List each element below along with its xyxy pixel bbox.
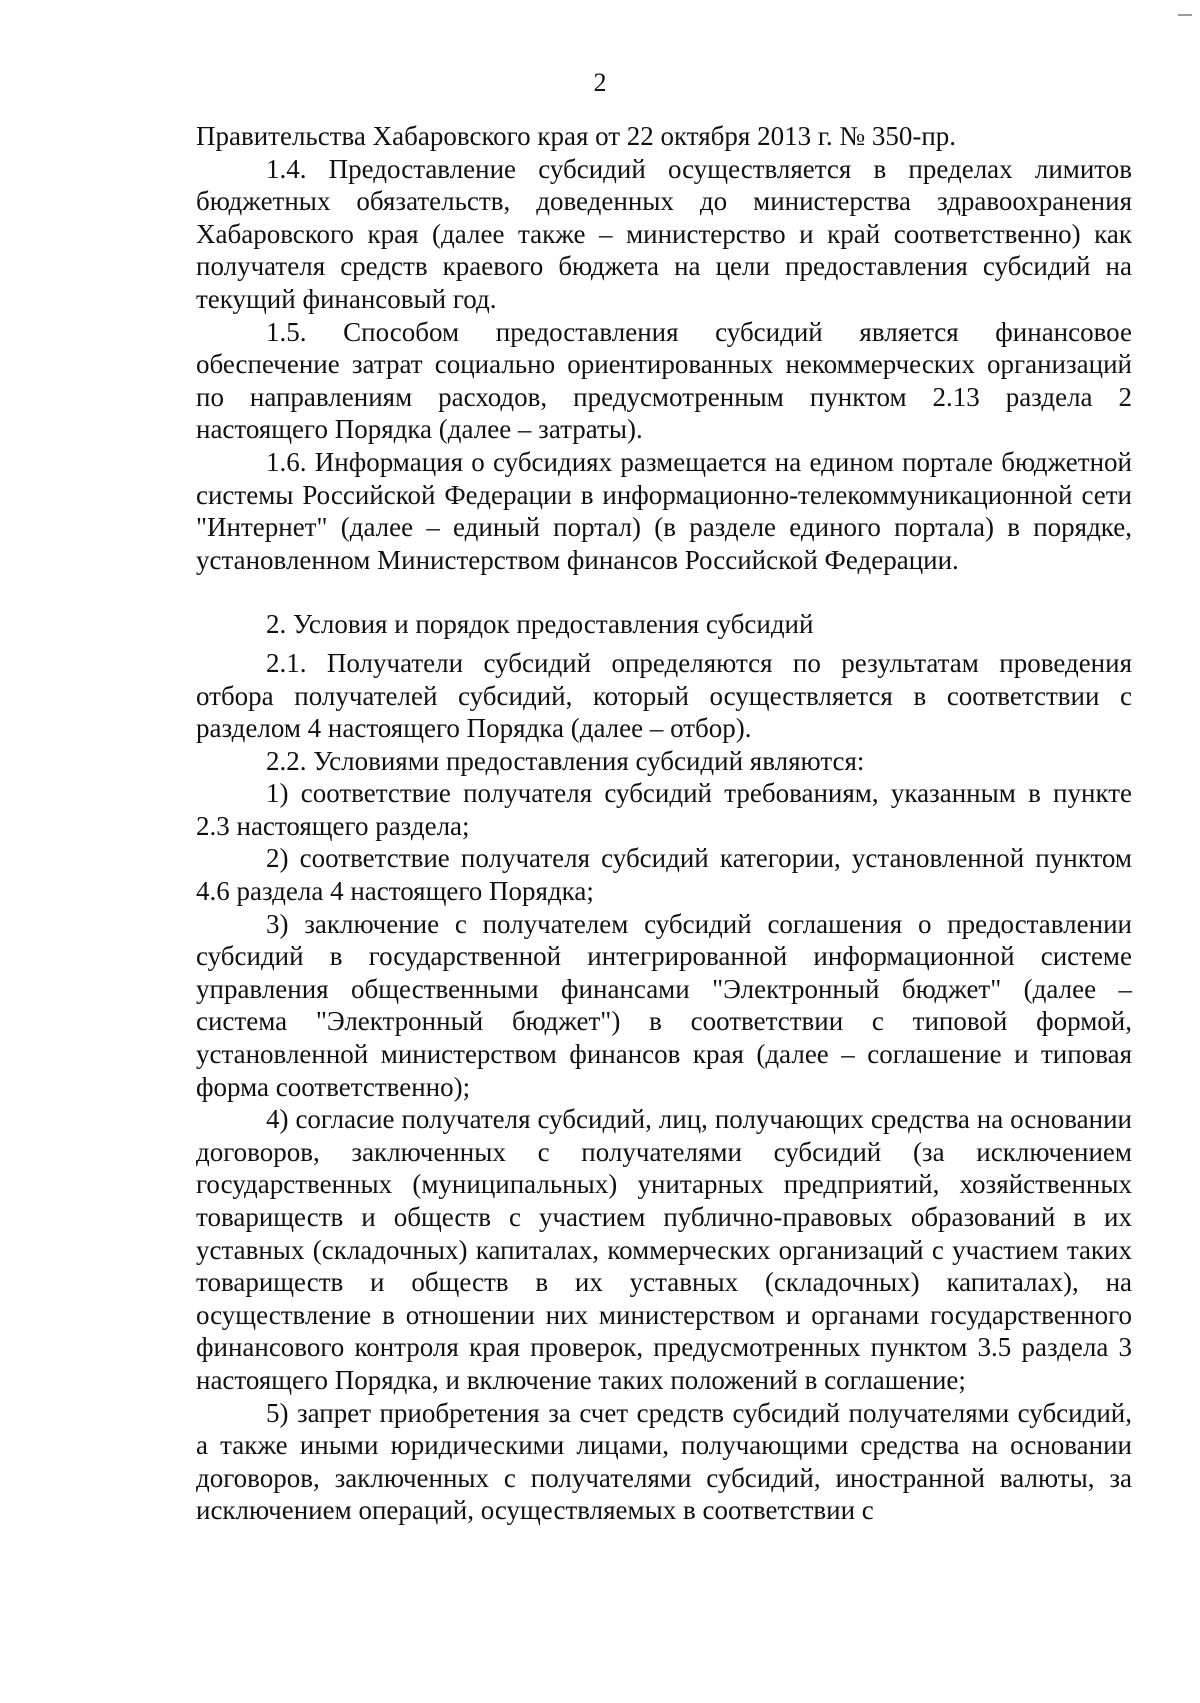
- paragraph-1-5: 1.5. Способом предоставления субсидий является финансовое обеспечение затрат социально ориентированных некоммерческих организаций по направлениям расходов, предусмотренным пунктом 2.13 раздела 2 настоящего Порядка (далее – затраты).: [196, 316, 1132, 445]
- list-item-condition-1: 1) соответствие получателя субсидий требованиям, указанным в пункте 2.3 настоящего раздела;: [196, 778, 1132, 841]
- section-2-body: [196, 647, 1132, 1527]
- section-2-heading: 2. Условия и порядок предоставления субсидий: [266, 609, 814, 640]
- list-item-condition-5: 5) запрет приобретения за счет средств субсидий получателями субсидий, а также иными юридическими лицами, получающими средства на основании договоров, заключенных с получателями субсидий, иностранной валюты, за исключением операций, осуществляемых в соответствии с: [196, 1397, 1132, 1526]
- list-item-condition-4: 4) согласие получателя субсидий, лиц, получающих средства на основании договоров, заключенных с получателями субсидий (за исключением государственных (муниципальных) унитарных предприятий, хозяйственных товариществ и обществ с участием публично-правовых образований в их уставных (складочных) капиталах, коммерческих организаций с участием таких товариществ и обществ в их уставных (складочных) капиталах), на осуществление в отношении них министерством и органами государственного финансового контроля края проверок, предусмотренных пунктом 3.5 раздела 3 настоящего Порядка, и включение таких положений в соглашение;: [196, 1104, 1132, 1395]
- list-item-condition-2: 2) соответствие получателя субсидий категории, установленной пунктом 4.6 раздела 4 настоящего Порядка;: [196, 843, 1132, 907]
- paragraph-1-4: 1.4. Предоставление субсидий осуществляется в пределах лимитов бюджетных обязательств, доведенных до министерства здравоохранения Хабаровского края (далее также – министерство и край соответственно) как получателя средств краевого бюджета на цели предоставления субсидий на текущий финансовый год.: [196, 153, 1132, 314]
- paragraph-1-6: 1.6. Информация о субсидиях размещается на едином портале бюджетной системы Российской Федерации в информационно-телекоммуникационной сети "Интернет" (далее – единый портал) (в разделе единого портала) в порядке, установленном Министерством финансов Российской Федерации.: [196, 446, 1132, 575]
- paragraph-2-1: 2.1. Получатели субсидий определяются по результатам проведения отбора получателей субсидий, который осуществляется в соответствии с разделом 4 настоящего Порядка (далее – отбор).: [196, 647, 1132, 744]
- paragraph-continuation: Правительства Хабаровского края от 22 октября 2013 г. № 350-пр.: [196, 121, 957, 151]
- page-number: 2: [593, 68, 607, 97]
- list-item-condition-3: 3) заключение с получателем субсидий соглашения о предоставлении субсидий в государственной интегрированной информационной системе управления общественными финансами "Электронный бюджет" (далее – система "Электронный бюджет") в соответствии с типовой формой, установленной министерством финансов края (далее – соглашение и типовая форма соответственно);: [196, 908, 1132, 1102]
- scan-artifact-mark: [1178, 14, 1192, 16]
- document-body: [196, 120, 1132, 1527]
- paragraph-2-2: 2.2. Условиями предоставления субсидий являются:: [266, 745, 865, 776]
